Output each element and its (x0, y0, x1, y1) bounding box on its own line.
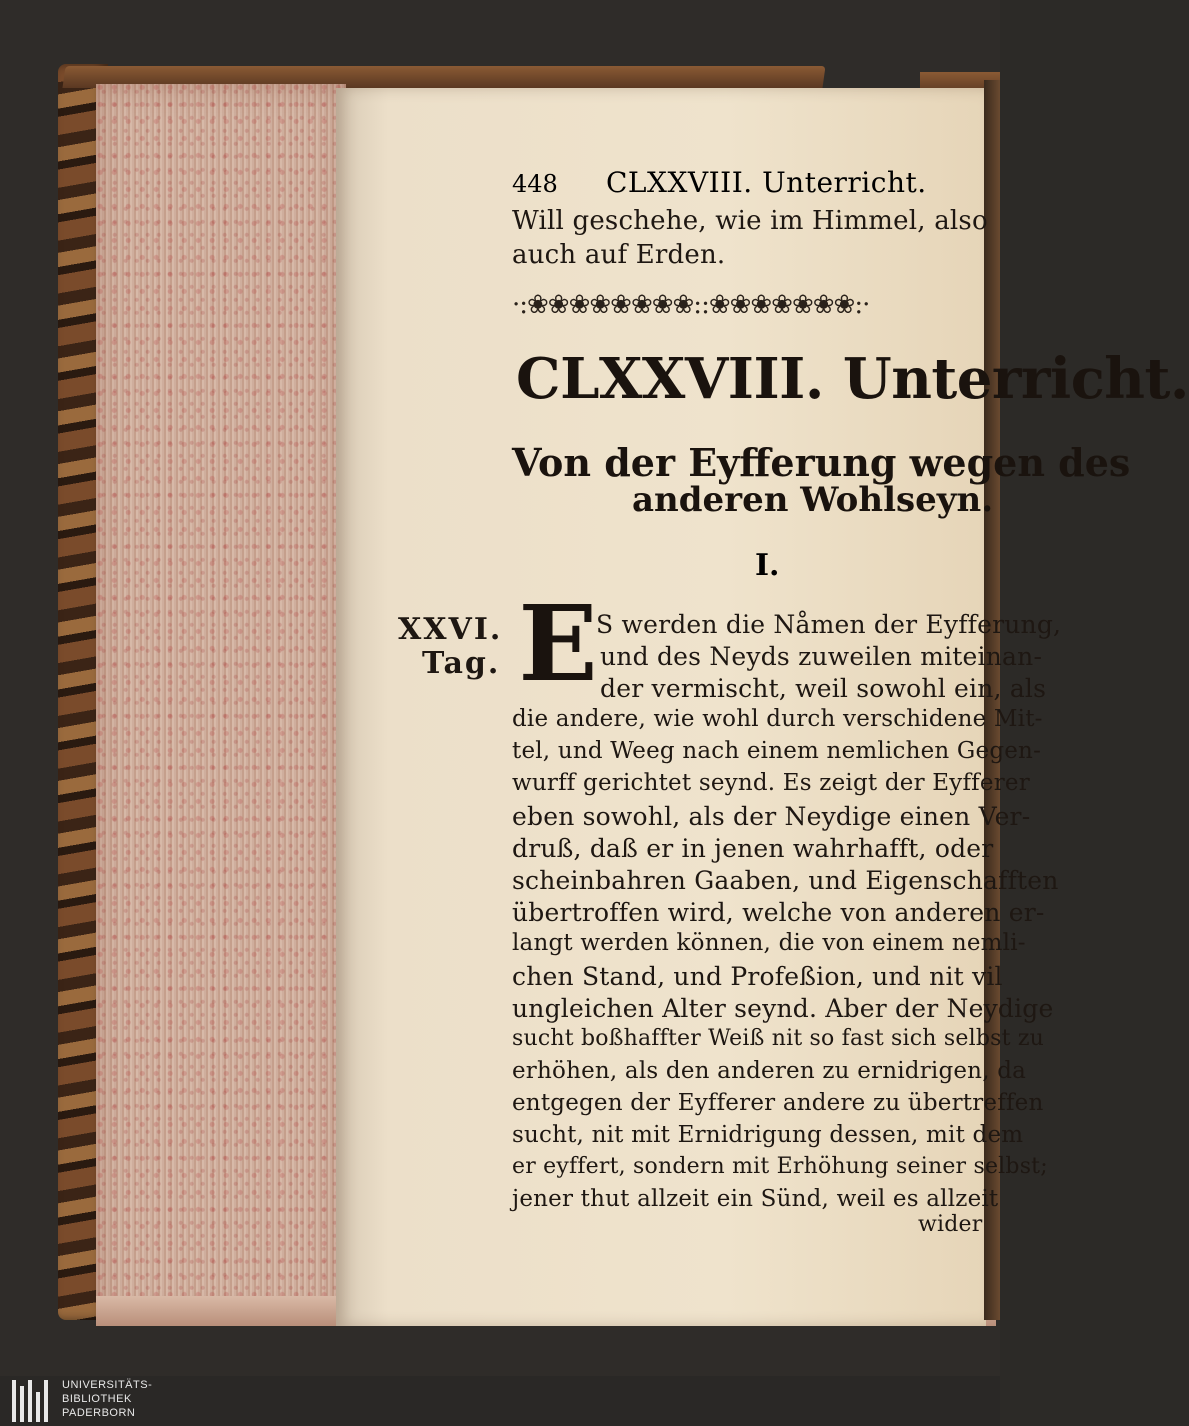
body-line: langt werden können, die von einem nemli- (512, 930, 1026, 956)
drop-cap: E (518, 582, 598, 705)
ornament-rule: ·:❀❀❀❀❀❀❀❀::❀❀❀❀❀❀❀:· (512, 290, 870, 320)
margin-note: XXVI. (398, 612, 503, 647)
body-line: die andere, wie wohl durch verschidene Mit- (512, 706, 1043, 732)
body-line: entgegen der Eyfferer andere zu übertreffen (512, 1090, 1044, 1116)
body-line: scheinbahren Gaaben, und Eigenschafften (512, 866, 1059, 895)
margin-note: Tag. (422, 646, 501, 681)
body-line: wurff gerichtet seynd. Es zeigt der Eyfferer (512, 770, 1030, 796)
text-line: auch auf Erden. (512, 240, 726, 270)
library-name (62, 1378, 152, 1420)
library-name-line: PADERBORN (62, 1407, 136, 1419)
chapter-subtitle: anderen Wohlseyn. (632, 480, 994, 520)
body-line: sucht boßhaffter Weiß nit so fast sich selbst zu (512, 1026, 1044, 1051)
body-line: sucht, nit mit Ernidrigung dessen, mit dem (512, 1122, 1024, 1148)
body-line: er eyffert, sondern mit Erhöhung seiner selbst; (512, 1154, 1048, 1179)
text-line: Will geschehe, wie im Himmel, also (512, 206, 988, 236)
chapter-subtitle: Von der Eyfferung wegen des (512, 440, 1131, 485)
body-line: ungleichen Alter seynd. Aber der Neydige (512, 994, 1054, 1023)
body-line: tel, und Weeg nach einem nemlichen Gegen- (512, 738, 1042, 764)
body-line: eben sowohl, als der Neydige einen Ver- (512, 802, 1031, 831)
library-logo-icon (10, 1380, 54, 1422)
body-line: und des Neyds zuweilen miteinan- (600, 642, 1043, 671)
page-header (512, 166, 952, 200)
body-line: chen Stand, und Profeßion, und nit vil (512, 962, 1003, 991)
body-line: S werden die Nåmen der Eyfferung, (596, 610, 1062, 639)
body-line: der vermischt, weil sowohl ein, als (600, 674, 1047, 703)
section-number: I. (755, 548, 780, 583)
body-line: übertroffen wird, welche von anderen er- (512, 898, 1045, 927)
body-line: jener thut allzeit ein Sünd, weil es allzeit (512, 1186, 999, 1212)
chapter-title: CLXXVIII. Unterricht. (516, 346, 1189, 412)
body-line: wider (918, 1212, 983, 1237)
library-name-line: UNIVERSITÄTS- (62, 1379, 153, 1391)
library-name-line: BIBLIOTHEK (62, 1393, 132, 1405)
running-title: CLXXVIII. Unterricht. (606, 166, 927, 199)
body-line: erhöhen, als den anderen zu ernidrigen, da (512, 1058, 1027, 1084)
page-number: 448 (512, 170, 558, 198)
body-line: druß, daß er in jenen wahrhafft, oder (512, 834, 994, 863)
page-block-edges (96, 84, 346, 1324)
